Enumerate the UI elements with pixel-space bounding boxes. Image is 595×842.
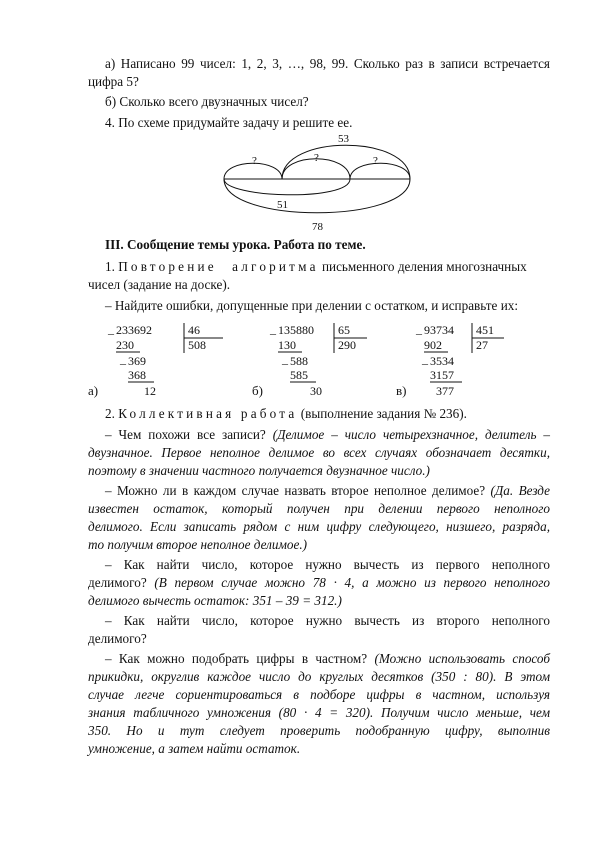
item1-line1 — [105, 258, 550, 276]
item2-rest: (выполнение задания № 236). — [300, 406, 467, 421]
remainder: 12 — [144, 384, 156, 398]
para2-answer-start: (Да. Везде — [490, 483, 550, 498]
label-51: 51 — [277, 199, 288, 211]
remainder: 30 — [310, 384, 322, 398]
divisor: 65 — [338, 323, 350, 337]
minus-sign: _ — [422, 352, 428, 366]
divisor: 451 — [476, 323, 494, 337]
para5-answer-start: (Можно использовать способ — [374, 651, 550, 666]
quotient: 290 — [338, 338, 356, 352]
subtrahend-1: 230 — [116, 338, 134, 352]
errors-prompt: – Найдите ошибки, допущенные при делении с остатком, и исправьте их: — [105, 298, 519, 313]
para2-question: – Можно ли в каждом случае назвать второе неполное делимое? — [105, 483, 486, 498]
quotient: 27 — [476, 338, 488, 352]
item1-num: 1. — [105, 259, 115, 274]
quotient: 508 — [188, 338, 206, 352]
division-a — [88, 320, 228, 400]
label-78: 78 — [312, 221, 323, 233]
para5-line3: случае легче сориентироваться в подборе цифры в частном, используя — [88, 687, 550, 702]
task-4: 4. По схеме придумайте задачу и решите ее. — [105, 115, 353, 130]
para1-answer-start: (Делимое – число четырехзначное, делитель – — [272, 427, 550, 442]
minus-sign: _ — [270, 322, 276, 336]
label-53: 53 — [338, 133, 349, 145]
para5-line1 — [105, 650, 550, 668]
para1-line1 — [105, 426, 550, 444]
item2-line — [105, 405, 550, 423]
minus-sign: _ — [120, 352, 126, 366]
item1-rest: письменного деления многозначных — [321, 259, 527, 274]
division-c-label: в) — [396, 383, 407, 398]
para2-line3: делимого. Если записать рядом с ним цифру следующего, низшего, разряда, — [88, 519, 550, 534]
para2-line2: известен остаток, который получен при делении первого неполного — [88, 501, 550, 516]
para3-line2 — [88, 574, 550, 592]
para5-line6: умножение, а затем найти остаток. — [88, 741, 301, 756]
para2-line1 — [105, 482, 550, 500]
dividend: 135880 — [278, 323, 314, 337]
para3-line3: делимого вычесть остаток: 351 – 39 = 312.) — [88, 593, 342, 608]
arc-top-53 — [282, 145, 410, 179]
division-a-label: а) — [88, 383, 99, 398]
divisor: 46 — [188, 323, 200, 337]
para5-line4: знания табличного умножения (80 · 4 = 320). Получим число меньше, чем — [88, 705, 550, 720]
subtrahend-2: 368 — [128, 368, 146, 382]
segment-scheme-diagram — [210, 128, 430, 233]
para1-question: – Чем похожи все записи? — [105, 427, 266, 442]
para3-question-end: делимого? — [88, 575, 147, 590]
para5-line5: 350. Но и тут следует проверить подобранную цифру, выполнив — [88, 723, 550, 738]
para5-question: – Как можно подобрать цифры в частном? — [105, 651, 368, 666]
item1-spaced2: алгоритма — [232, 259, 319, 274]
item1-line2: чисел (задание на доске). — [88, 277, 231, 292]
division-b — [252, 320, 392, 400]
partial-dividend: 369 — [128, 354, 146, 368]
para3-answer-start: (В первом случае можно 78 · 4, а можно из первого неполного — [154, 575, 551, 590]
partial-dividend: 588 — [290, 354, 308, 368]
para3-line1: – Как найти число, которое нужно вычесть из первого неполного — [105, 557, 550, 572]
dividend: 233692 — [116, 323, 152, 337]
arc-bottom-78 — [224, 179, 410, 213]
para5-line2: прикидки, округлив каждое число до круглых десятков (350 : 80). В этом — [88, 669, 550, 684]
para4-line2: делимого? — [88, 631, 147, 646]
remainder: 377 — [436, 384, 454, 398]
dividend: 93734 — [424, 323, 454, 337]
label-q1: ? — [252, 155, 257, 167]
minus-sign: _ — [416, 322, 422, 336]
subtrahend-2: 3157 — [430, 368, 454, 382]
minus-sign: _ — [282, 352, 288, 366]
label-q2: ? — [314, 152, 319, 164]
subtrahend-1: 130 — [278, 338, 296, 352]
arc-q3 — [350, 163, 410, 179]
partial-dividend: 3534 — [430, 354, 454, 368]
subtrahend-2: 585 — [290, 368, 308, 382]
task-b: б) Сколько всего двузначных чисел? — [105, 94, 309, 109]
subtrahend-1: 902 — [424, 338, 442, 352]
section-title: III. Сообщение темы урока. Работа по теме. — [105, 237, 366, 252]
item1-spaced1: Повторение — [118, 259, 217, 274]
task-a-line2: цифра 5? — [88, 74, 139, 89]
item2-spaced: Коллективная работа — [118, 406, 298, 421]
task-a-line1: а) Написано 99 чисел: 1, 2, 3, …, 98, 99. Сколько раз в записи встречается — [105, 56, 550, 71]
para4-line1: – Как найти число, которое нужно вычесть из второго неполного — [105, 613, 550, 628]
division-c — [396, 320, 536, 400]
arc-bottom-51 — [224, 179, 350, 195]
division-b-label: б) — [252, 383, 263, 398]
minus-sign: _ — [108, 322, 114, 336]
para2-line4: то получим второе неполное делимое.) — [88, 537, 308, 552]
item2-num: 2. — [105, 406, 115, 421]
label-q3: ? — [373, 155, 378, 167]
para1-line2: двузначное. Первое неполное делимое во всех случаях обозначает десятки, — [88, 445, 550, 460]
para1-line3: поэтому в значении частного получается двузначное число.) — [88, 463, 430, 478]
